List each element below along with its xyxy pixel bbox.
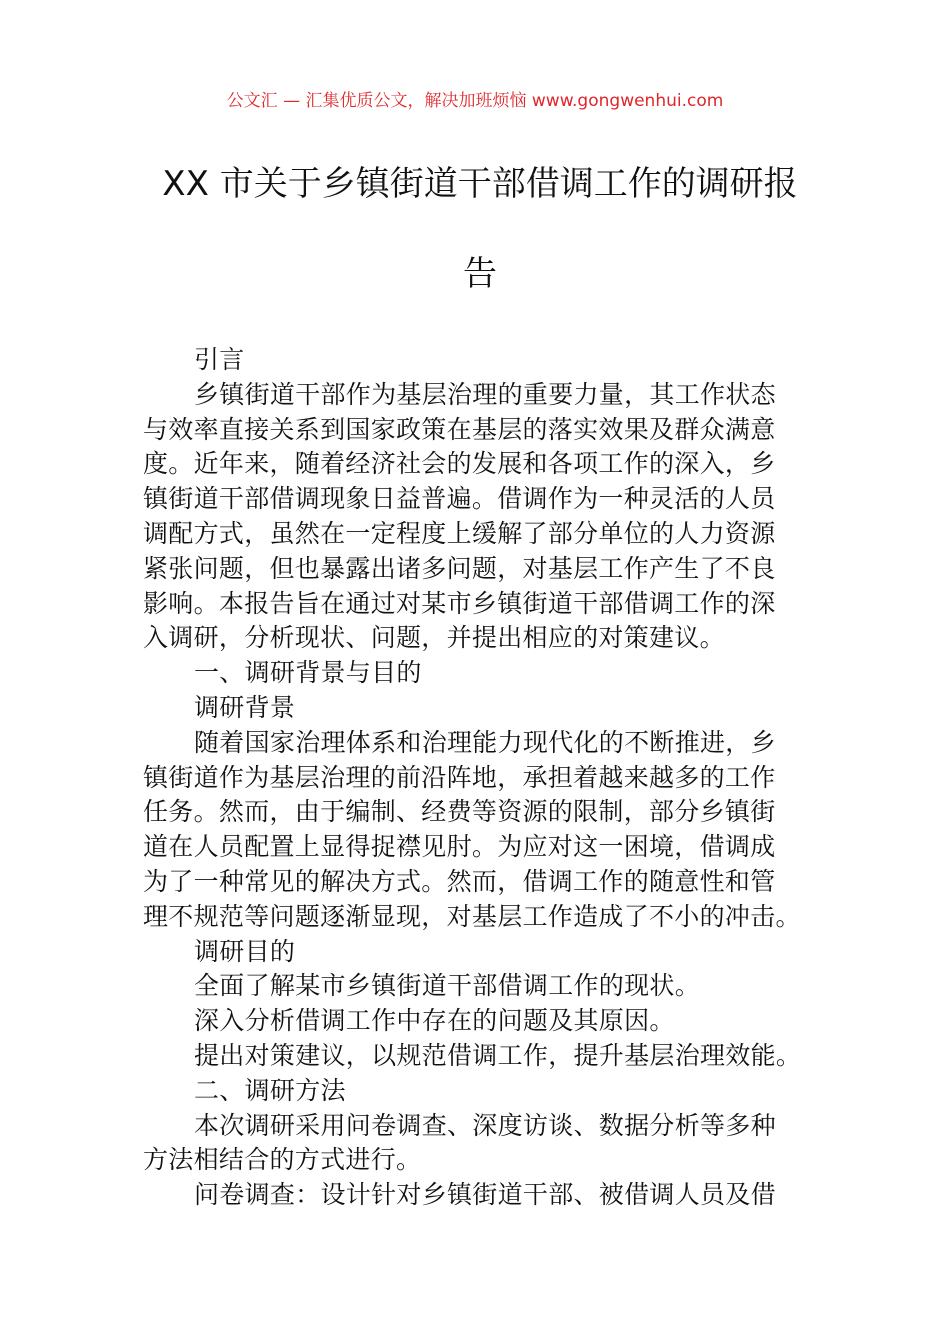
paragraph-line: 调配方式，虽然在一定程度上缓解了部分单位的人力资源 <box>143 518 776 548</box>
document-body <box>143 343 813 1213</box>
purpose-item: 提出对策建议，以规范借调工作，提升基层治理效能。 <box>194 1040 802 1070</box>
paragraph-line: 为了一种常见的解决方式。然而，借调工作的随意性和管 <box>143 866 776 896</box>
paragraph-line: 与效率直接关系到国家政策在基层的落实效果及群众满意 <box>143 414 776 444</box>
paragraph-line: 方法相结合的方式进行。 <box>143 1145 422 1175</box>
paragraph-line: 影响。本报告旨在通过对某市乡镇街道干部借调工作的深 <box>143 588 776 618</box>
paragraph-line: 问卷调查：设计针对乡镇街道干部、被借调人员及借 <box>194 1180 776 1210</box>
paragraph-line: 理不规范等问题逐渐显现，对基层工作造成了不小的冲击。 <box>143 901 801 931</box>
section-heading-intro: 引言 <box>194 345 245 374</box>
section-heading-1: 一、调研背景与目的 <box>194 658 422 688</box>
document-title-line-2: 告 <box>463 254 497 294</box>
paragraph-line: 本次调研采用问卷调查、深度访谈、数据分析等多种 <box>194 1110 776 1140</box>
paragraph-line: 道在人员配置上显得捉襟见肘。为应对这一困境，借调成 <box>143 832 776 862</box>
purpose-item: 深入分析借调工作中存在的问题及其原因。 <box>194 1006 675 1036</box>
paragraph-line: 镇街道作为基层治理的前沿阵地，承担着越来越多的工作 <box>143 762 776 792</box>
paragraph-line: 随着国家治理体系和治理能力现代化的不断推进，乡 <box>194 727 776 757</box>
paragraph-line: 入调研，分析现状、问题，并提出相应的对策建议。 <box>143 623 725 653</box>
paragraph-line: 紧张问题，但也暴露出诸多问题，对基层工作产生了不良 <box>143 553 776 583</box>
purpose-item: 全面了解某市乡镇街道干部借调工作的现状。 <box>194 971 701 1001</box>
paragraph-line: 度。近年来，随着经济社会的发展和各项工作的深入，乡 <box>143 449 776 479</box>
paragraph-line: 乡镇街道干部作为基层治理的重要力量，其工作状态 <box>194 379 776 409</box>
subheading-background: 调研背景 <box>194 692 296 722</box>
paragraph-line: 任务。然而，由于编制、经费等资源的限制，部分乡镇街 <box>143 797 776 827</box>
site-header-banner: 公文汇 — 汇集优质公文，解决加班烦恼 www.gongwenhui.com <box>226 91 724 111</box>
section-heading-2: 二、调研方法 <box>194 1075 346 1105</box>
subheading-purpose: 调研目的 <box>194 936 296 966</box>
paragraph-line: 镇街道干部借调现象日益普遍。借调作为一种灵活的人员 <box>143 484 776 514</box>
document-title-line-1: XX 市关于乡镇街道干部借调工作的调研报 <box>162 164 798 204</box>
